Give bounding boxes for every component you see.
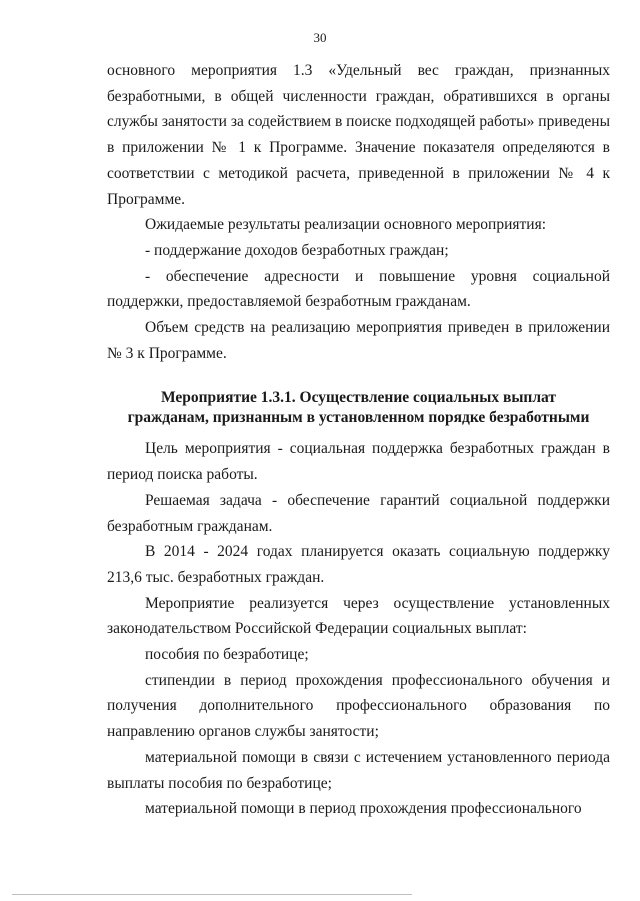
list-item-targeting: - обеспечение адресности и повышение уровня социальной поддержки, предоставляемой безработным гражданам. — [107, 267, 610, 311]
list-item-material-aid-expiry: материальной помощи в связи с истечением установленного периода выплаты пособия по безработице; — [107, 748, 610, 792]
list-item-material-aid-training: материальной помощи в период прохождения профессионального — [145, 800, 582, 818]
page-number: 30 — [313, 30, 327, 45]
paragraph-expected-results: Ожидаемые результаты реализации основного мероприятия: — [145, 216, 547, 234]
paragraph-indicator-continuation: основного мероприятия 1.3 «Удельный вес граждан, признанных безработными, в общей численности граждан, обратившихся в органы службы занятости за содействием в поиске подходящей работы» приведены в приложении № 1 к Программе. Значение показателя определяются в соответствии с методикой расчета, приведенной в приложении № 4 к Программе. — [107, 62, 610, 208]
list-item-unemployment-benefit: пособия по безработице; — [145, 646, 309, 664]
paragraph-implementation: Мероприятие реализуется через осуществление установленных законодательством Российской Федерации социальных выплат: — [107, 594, 610, 638]
section-heading — [107, 388, 610, 428]
section-heading-line1: Мероприятие 1.3.1. Осуществление социальных выплат — [160, 389, 557, 407]
scan-artifact-line — [12, 894, 412, 895]
paragraph-plan-2014-2024: В 2014 - 2024 годах планируется оказать социальную поддержку 213,6 тыс. безработных граждан. — [107, 543, 610, 586]
paragraph-task: Решаемая задача - обеспечение гарантий социальной поддержки безработным гражданам. — [107, 491, 610, 535]
list-item-income-support: - поддержание доходов безработных граждан; — [145, 241, 449, 259]
section-heading-line2: гражданам, признанным в установленном порядке безработными — [127, 409, 590, 427]
document-body — [107, 58, 610, 822]
list-item-stipend: стипендии в период прохождения профессионального обучения и получения дополнительного профессионального образования по направлению органов службы занятости; — [107, 671, 610, 741]
paragraph-funding: Объем средств на реализацию мероприятия приведен в приложении № 3 к Программе. — [107, 319, 610, 362]
section-gap — [107, 366, 610, 388]
paragraph-goal: Цель мероприятия - социальная поддержка безработных граждан в период поиска работы. — [107, 440, 610, 484]
